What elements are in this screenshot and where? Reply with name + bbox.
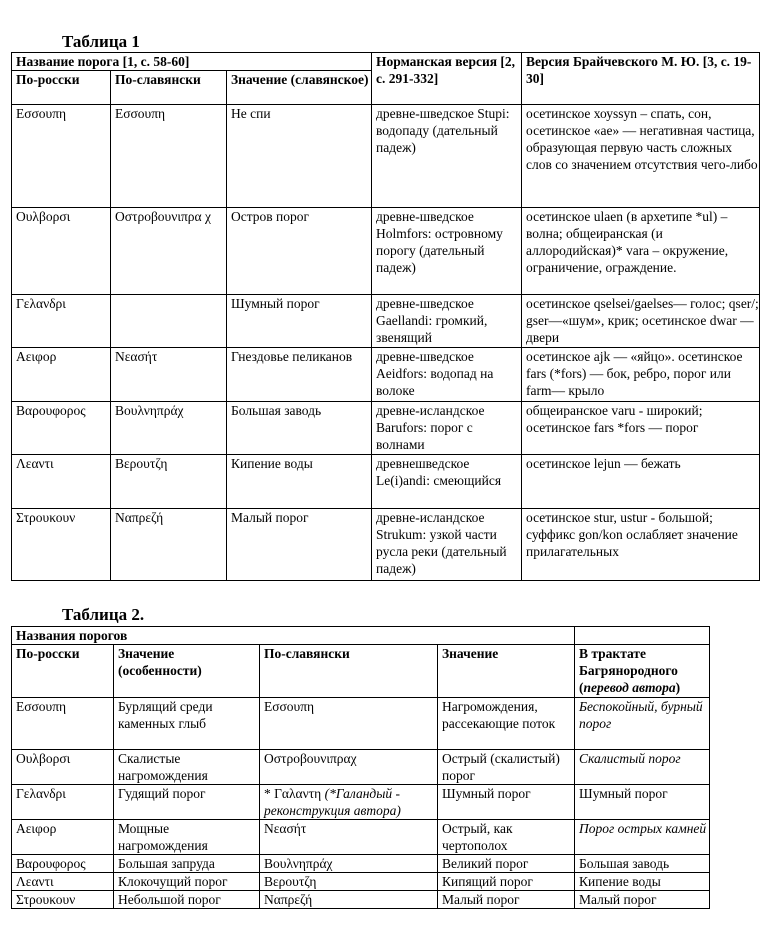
cell-sl [111, 295, 227, 348]
cell-norman: древнешведское Le(i)andi: смеющийся [372, 455, 522, 509]
table2-body [12, 627, 710, 909]
cell-norman: древне-шведское Stupi: водопаду (дательный падеж) [372, 105, 522, 208]
cell-meaning: Шумный порог [227, 295, 372, 348]
table1-header-sl: По-славянски [111, 71, 227, 105]
cell-braich: общеиранское varu - широкий; осетинское fars *fors — порог [522, 402, 760, 455]
cell-sl [260, 785, 438, 820]
cell-bagr: Шумный порог [575, 785, 710, 820]
cell-sl: Ναπρεζή [260, 891, 438, 909]
table1-header-norman: Норманская версия [2, с. 291-332] [372, 53, 522, 105]
cell-sl: Εσσουπη [260, 698, 438, 750]
cell-meaning: Малый порог [438, 891, 575, 909]
cell-sl: Βερουτζη [260, 873, 438, 891]
table2-header-empty [575, 627, 710, 645]
cell-ru: Στρουκουν [12, 509, 111, 581]
cell-ru: Ουλβορσι [12, 750, 114, 785]
table2-header-bagr-main: В трактате Багрянородного [579, 646, 678, 678]
table2-caption: Таблица 2. [62, 605, 145, 624]
table2-header-group: Названия порогов [12, 627, 575, 645]
cell-norman: древне-шведское Holmfors: островному порогу (дательный падеж) [372, 208, 522, 295]
cell-braich: осетинское ajk — «яйцо». осетинское fars (*fors) — бок, ребро, порог или farm— крыло [522, 348, 760, 402]
cell-meaning: Не спи [227, 105, 372, 208]
cell-ru: Γελανδρι [12, 785, 114, 820]
cell-ru: Στρουκουν [12, 891, 114, 909]
cell-meaning: Гнездовье пеликанов [227, 348, 372, 402]
cell-sl: Βουλνηπράχ [260, 855, 438, 873]
cell-feat: Мощные нагромождения [114, 820, 260, 855]
cell-braich: осетинское stur, ustur - большой; суффикс gon/kon ослабляет значение прилагательных [522, 509, 760, 581]
table2-header-bagr-note: перевод автора [583, 680, 676, 695]
table1-caption: Таблица 1 [62, 32, 140, 51]
cell-meaning: Острый, как чертополох [438, 820, 575, 855]
cell-meaning: Кипение воды [227, 455, 372, 509]
table-row [12, 820, 710, 855]
table-row [12, 698, 710, 750]
cell-sl: Νεασήτ [260, 820, 438, 855]
cell-ru: Ουλβορσι [12, 208, 111, 295]
cell-ru: Λεαντι [12, 455, 111, 509]
cell-ru: Αειφορ [12, 348, 111, 402]
cell-sl: Εσσουπη [111, 105, 227, 208]
cell-feat: Небольшой порог [114, 891, 260, 909]
cell-feat: Большая запруда [114, 855, 260, 873]
table2-header-meaning: Значение [438, 645, 575, 698]
table-row [12, 105, 760, 208]
table-row [12, 750, 710, 785]
table2-header-ru: По-росски [12, 645, 114, 698]
table2-header-feat: Значение (особенности) [114, 645, 260, 698]
table1-header-ru: По-росски [12, 71, 111, 105]
table-row [12, 295, 760, 348]
table-row [12, 455, 760, 509]
cell-ru: Εσσουπη [12, 105, 111, 208]
cell-meaning: Острый (скалистый) порог [438, 750, 575, 785]
table1-header-group: Название порога [1, с. 58-60] [12, 53, 372, 71]
cell-meaning: Остров порог [227, 208, 372, 295]
cell-braich: осетинское хоуssyn – спать, сон, осетинское «ae» — негативная частица, образующая первую часть сложных слов со значением отсутствия чего-либо [522, 105, 760, 208]
cell-bagr: Беспокойный, бурный порог [575, 698, 710, 750]
cell-norman: древне-исландское Strukum: узкой части русла реки (дательный падеж) [372, 509, 522, 581]
table-row [12, 208, 760, 295]
cell-sl: Βερουτζη [111, 455, 227, 509]
table1-header-braich: Версия Брайчевского М. Ю. [3, с. 19-30] [522, 53, 760, 105]
cell-braich: осетинское ulaen (в архетипе *ul) – волна; общеиранская (и аллородийская)* vara – окружение, ограничение, ограждение. [522, 208, 760, 295]
table1-header-meaning: Значение (славянское) [227, 71, 372, 105]
cell-meaning: Шумный порог [438, 785, 575, 820]
cell-meaning: Кипящий порог [438, 873, 575, 891]
cell-sl: Βουλνηπράχ [111, 402, 227, 455]
cell-bagr: Порог острых камней [575, 820, 710, 855]
cell-sl-note: (*Галандый - реконструкция автора) [264, 786, 401, 818]
cell-feat: Бурлящий среди каменных глыб [114, 698, 260, 750]
cell-meaning: Малый порог [227, 509, 372, 581]
cell-ru: Λεαντι [12, 873, 114, 891]
table-row [12, 855, 710, 873]
table-row [12, 348, 760, 402]
cell-bagr: Кипение воды [575, 873, 710, 891]
cell-norman: древне-шведское Gaellandi: громкий, звенящий [372, 295, 522, 348]
table-row [12, 873, 710, 891]
cell-sl: Ναπρεζή [111, 509, 227, 581]
table-row [12, 402, 760, 455]
cell-ru: Βαρουφορος [12, 402, 111, 455]
cell-meaning: Большая заводь [227, 402, 372, 455]
table-row [12, 509, 760, 581]
cell-feat: Гудящий порог [114, 785, 260, 820]
cell-bagr: Скалистый порог [575, 750, 710, 785]
cell-feat: Скалистые нагромождения [114, 750, 260, 785]
cell-ru: Γελανδρι [12, 295, 111, 348]
cell-meaning: Великий порог [438, 855, 575, 873]
cell-ru: Αειφορ [12, 820, 114, 855]
table-row [12, 891, 710, 909]
table1-body [12, 53, 760, 581]
cell-norman: древне-шведское Aeidfors: водопад на волоке [372, 348, 522, 402]
cell-bagr: Малый порог [575, 891, 710, 909]
cell-bagr: Большая заводь [575, 855, 710, 873]
cell-ru: Εσσουπη [12, 698, 114, 750]
cell-sl: Νεασήτ [111, 348, 227, 402]
cell-ru: Βαρουφορος [12, 855, 114, 873]
cell-norman: древне-исландское Barufors: порог с волнами [372, 402, 522, 455]
cell-sl: Οστροβουνιπραχ [260, 750, 438, 785]
cell-meaning: Нагромождения, рассекающие поток [438, 698, 575, 750]
cell-sl: Οστροβουνιπρα χ [111, 208, 227, 295]
cell-feat: Клокочущий порог [114, 873, 260, 891]
cell-sl-main: * Γαλαντη [264, 786, 322, 801]
cell-braich: осетинское qselsei/gaelses— голос; qser/; gser—«шум», крик; осетинское dwar — двери [522, 295, 760, 348]
table2 [11, 626, 710, 909]
table2-header-sl: По-славянски [260, 645, 438, 698]
table2-header-bagr: В трактате Багрянородного (перевод автора) [575, 645, 710, 698]
table-row [12, 785, 710, 820]
cell-braich: осетинское lejun — бежать [522, 455, 760, 509]
table1 [11, 52, 760, 581]
